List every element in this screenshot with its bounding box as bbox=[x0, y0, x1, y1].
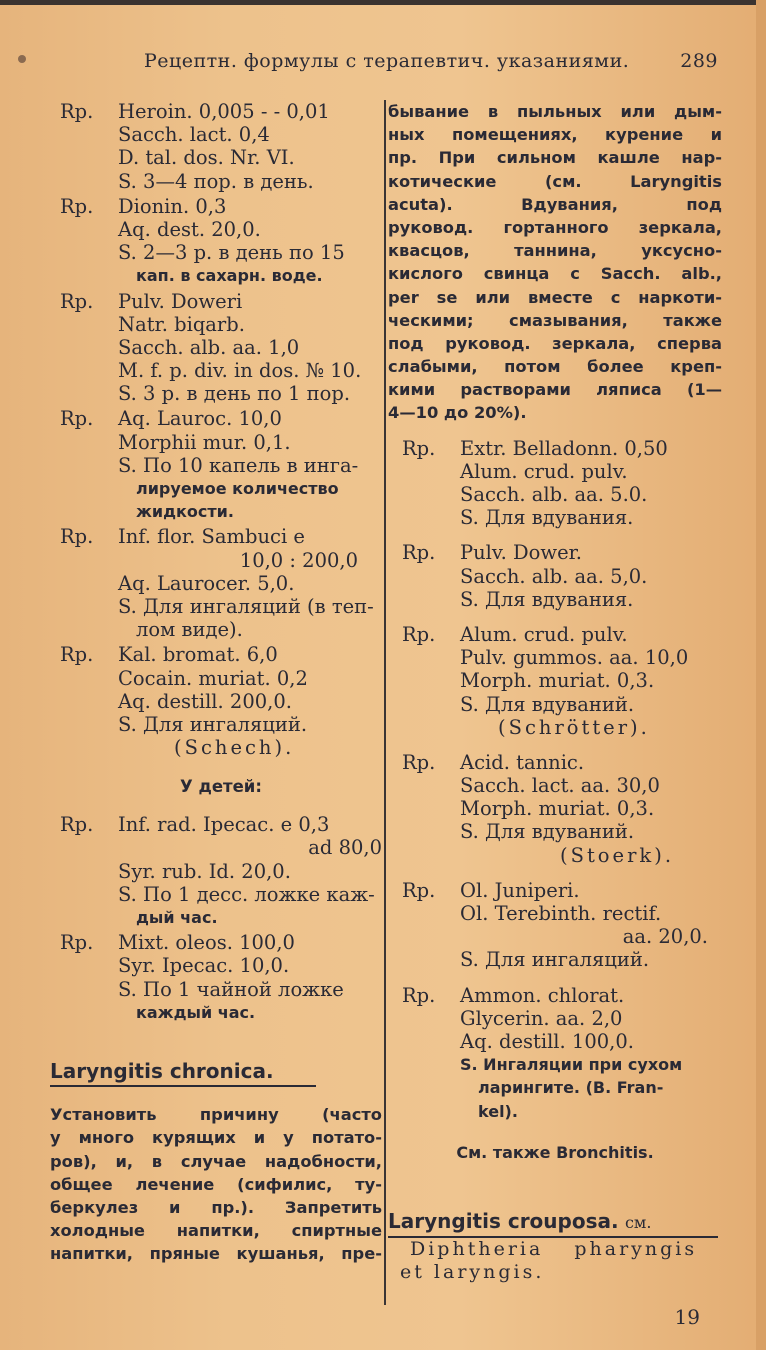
rx-line: Mixt. oleos. 100,0 bbox=[118, 931, 295, 955]
rx-line: Syr. Ipecac. 10,0. bbox=[118, 954, 290, 978]
rp-label: Rp. bbox=[60, 643, 94, 667]
croup-ref-line: et laryngis. bbox=[400, 1261, 545, 1284]
prescription bbox=[60, 195, 382, 288]
continuation-text bbox=[388, 100, 722, 425]
rp-label: Rp. bbox=[402, 750, 436, 774]
prescription bbox=[388, 437, 722, 530]
signature-mark: 19 bbox=[674, 1305, 700, 1329]
rx-line: ad 80,0 bbox=[308, 836, 382, 860]
rx-line: S. Для ингаляций (в теп- bbox=[118, 594, 374, 618]
rx-line: Alum. crud. pulv. bbox=[460, 622, 628, 646]
running-header bbox=[144, 50, 724, 72]
rx-line: Dionin. 0,3 bbox=[118, 194, 227, 218]
rx-line: S. Ингаляции при сухом bbox=[460, 1055, 683, 1075]
running-title: Рецептн. формулы с терапевтич. указаниями. bbox=[144, 50, 630, 72]
rx-line: D. tal. dos. Nr. VI. bbox=[118, 146, 295, 170]
rx-line: (Schech). bbox=[174, 736, 295, 760]
rx-line: S. По 10 капель в инга- bbox=[118, 453, 359, 477]
text-line: квасцов, таннина, уксусно- bbox=[388, 241, 722, 261]
rx-line: Morph. muriat. 0,3. bbox=[460, 669, 655, 693]
rp-label: Rp. bbox=[60, 194, 94, 218]
text-line: бывание в пыльных или дым- bbox=[388, 102, 722, 121]
croup-title: Laryngitis croupοsa. bbox=[388, 1208, 619, 1233]
rx-line: Cocain. muriat. 0,2 bbox=[118, 666, 308, 690]
rp-label: Rp. bbox=[60, 525, 94, 549]
rx-line: S. 2—3 р. в день по 15 bbox=[118, 241, 345, 265]
rx-line: S. Для ингаляций. bbox=[460, 948, 650, 972]
rx-line: S. Для вдувания. bbox=[460, 587, 634, 611]
rp-label: Rp. bbox=[402, 436, 436, 460]
rx-line: S. 3—4 пор. в день. bbox=[118, 169, 314, 193]
rx-line: жидкости. bbox=[136, 502, 234, 522]
croup-see: см. bbox=[624, 1212, 652, 1232]
rx-line: (Stoerk). bbox=[560, 843, 675, 867]
prescription bbox=[60, 525, 382, 641]
rx-line: Sacch. alb. aa. 1,0 bbox=[118, 335, 300, 359]
text-line: котические (см. Laryngitis bbox=[388, 171, 722, 191]
right-column bbox=[388, 100, 722, 1285]
text-line: ров), и, в случае надобности, bbox=[50, 1151, 382, 1171]
left-column bbox=[50, 100, 382, 1265]
rx-line: S. По 1 чайной ложке bbox=[118, 977, 344, 1001]
rx-line: Alum. crud. pulv. bbox=[460, 459, 628, 483]
text-line: у много курящих и у потато- bbox=[50, 1128, 382, 1148]
rx-line: Extr. Belladonn. 0,50 bbox=[460, 436, 668, 460]
rx-line: Pulv. Dower. bbox=[460, 541, 582, 565]
rx-line: лируемое количество bbox=[136, 479, 339, 498]
rx-line: Inf. rad. Ipecac. e 0,3 bbox=[118, 813, 330, 837]
section-text bbox=[50, 1103, 382, 1265]
rx-line: Morphii mur. 0,1. bbox=[118, 430, 291, 454]
column-divider bbox=[384, 100, 386, 1305]
rx-line: kel). bbox=[478, 1101, 518, 1121]
children-heading: У детей: bbox=[180, 777, 262, 797]
prescription bbox=[388, 984, 722, 1123]
prescription bbox=[60, 813, 382, 929]
rp-label: Rp. bbox=[60, 813, 94, 837]
rx-line: Aq. destill. 100,0. bbox=[460, 1029, 634, 1053]
text-line: слабыми, потом более креп- bbox=[388, 357, 722, 377]
rp-label: Rp. bbox=[60, 931, 94, 955]
text-line: пр. При сильном кашле нар- bbox=[388, 148, 722, 168]
text-line: 4—10 до 20%). bbox=[388, 403, 527, 423]
rx-line: S. Для ингаляций. bbox=[118, 712, 308, 736]
text-line: беркулез и пр.). Запретить bbox=[50, 1197, 382, 1217]
rx-line: кап. в сахарн. воде. bbox=[136, 266, 323, 286]
rp-label: Rp. bbox=[402, 983, 436, 1007]
rx-line: Sacch. lact. aa. 30,0 bbox=[460, 774, 660, 798]
rx-line: Inf. flor. Sambuci e bbox=[118, 525, 305, 549]
text-line: Установить причину (часто bbox=[50, 1105, 382, 1125]
rp-label: Rp. bbox=[60, 100, 94, 123]
rx-line: (Schrötter). bbox=[498, 715, 650, 739]
text-line: кими растворами ляписа (1— bbox=[388, 380, 722, 400]
rp-label: Rp. bbox=[402, 622, 436, 646]
section-title-laryngitis-chronica: Laryngitis chronica. bbox=[50, 1060, 316, 1087]
rx-line: каждый час. bbox=[136, 1002, 256, 1022]
prescription bbox=[388, 879, 722, 972]
rx-line: Sacch. alb. aa. 5,0. bbox=[460, 564, 648, 588]
rx-line: Ammon. chlorat. bbox=[460, 983, 625, 1007]
rp-label: Rp. bbox=[60, 407, 94, 431]
prescription bbox=[60, 643, 382, 759]
rx-line: лом виде). bbox=[136, 618, 243, 642]
text-line: ческими; смазывания, также bbox=[388, 310, 722, 330]
prescription bbox=[60, 100, 382, 193]
rx-line: Ol. Terebinth. rectif. bbox=[460, 902, 662, 925]
croup-ref-line: Diphtheria pharyngis bbox=[410, 1238, 698, 1261]
rx-line: S. Для вдуваний. bbox=[460, 692, 635, 716]
rx-line: Sacch. alb. aa. 5.0. bbox=[460, 483, 648, 506]
rx-line: Acid. tannic. bbox=[460, 750, 585, 774]
prescription bbox=[388, 623, 722, 739]
rx-line: Natr. biqarb. bbox=[118, 312, 245, 336]
rx-line: Morph. muriat. 0,3. bbox=[460, 797, 655, 821]
text-line: ных помещениях, курение и bbox=[388, 125, 722, 145]
scan-top-edge bbox=[0, 0, 766, 5]
section-title-laryngitis-crouposa bbox=[388, 1210, 718, 1238]
rx-line: ларингите. (B. Fran- bbox=[478, 1078, 664, 1098]
rx-line: Aq. Lauroc. 10,0 bbox=[118, 407, 282, 431]
text-line: кислого свинца с Sacch. alb., bbox=[388, 264, 722, 284]
rx-line: Pulv. gummos. aa. 10,0 bbox=[460, 646, 689, 670]
rp-label: Rp. bbox=[60, 289, 94, 313]
rx-line: S. Для вдувания. bbox=[460, 506, 634, 530]
see-also-bronchitis: См. также Bronchitis. bbox=[456, 1142, 654, 1162]
prescription bbox=[388, 541, 722, 611]
text-line: acuta). Вдувания, под bbox=[388, 194, 722, 214]
scan-right-edge bbox=[756, 0, 766, 1350]
rp-label: Rp. bbox=[402, 541, 436, 565]
prescription bbox=[388, 751, 722, 867]
prescription bbox=[60, 407, 382, 523]
page-number: 289 bbox=[680, 50, 718, 72]
rx-line: Pulv. Doweri bbox=[118, 289, 243, 313]
rx-line: Aq. dest. 20,0. bbox=[118, 217, 261, 241]
rx-line: M. f. p. div. in dos. № 10. bbox=[118, 359, 362, 383]
rx-line: Kal. bromat. 6,0 bbox=[118, 643, 278, 667]
rx-line: Aq. Laurocer. 5,0. bbox=[118, 571, 295, 595]
rx-line: Heroin. 0,005 - - 0,01 bbox=[118, 100, 330, 123]
rx-line: aa. 20,0. bbox=[622, 925, 708, 949]
text-line: напитки, пряные кушанья, пре- bbox=[50, 1244, 382, 1264]
text-line: руковод. гортанного зеркала, bbox=[388, 217, 722, 237]
prescription bbox=[60, 290, 382, 406]
rx-line: Sacch. lact. 0,4 bbox=[118, 123, 270, 147]
rx-line: Glycerin. aa. 2,0 bbox=[460, 1006, 623, 1030]
rx-line: Syr. rub. Id. 20,0. bbox=[118, 859, 291, 883]
text-line: под руковод. зеркала, сперва bbox=[388, 333, 722, 353]
rp-label: Rp. bbox=[402, 878, 436, 902]
text-line: холодные напитки, спиртные bbox=[50, 1221, 382, 1241]
rx-line: 10,0 : 200,0 bbox=[239, 548, 358, 572]
rx-line: S. 3 р. в день по 1 пор. bbox=[118, 382, 351, 406]
rx-line: Ol. Juniperi. bbox=[460, 878, 580, 902]
rx-line: Aq. destill. 200,0. bbox=[118, 689, 292, 713]
rx-line: S. Для вдуваний. bbox=[460, 820, 635, 844]
rx-line: S. По 1 десс. ложке каж- bbox=[118, 882, 375, 906]
text-line: общее лечение (сифилис, ту- bbox=[50, 1174, 382, 1194]
text-line: per se или вместе с наркоти- bbox=[388, 287, 722, 307]
prescription bbox=[60, 931, 382, 1024]
rx-line: дый час. bbox=[136, 908, 218, 927]
ink-spot bbox=[18, 55, 26, 63]
